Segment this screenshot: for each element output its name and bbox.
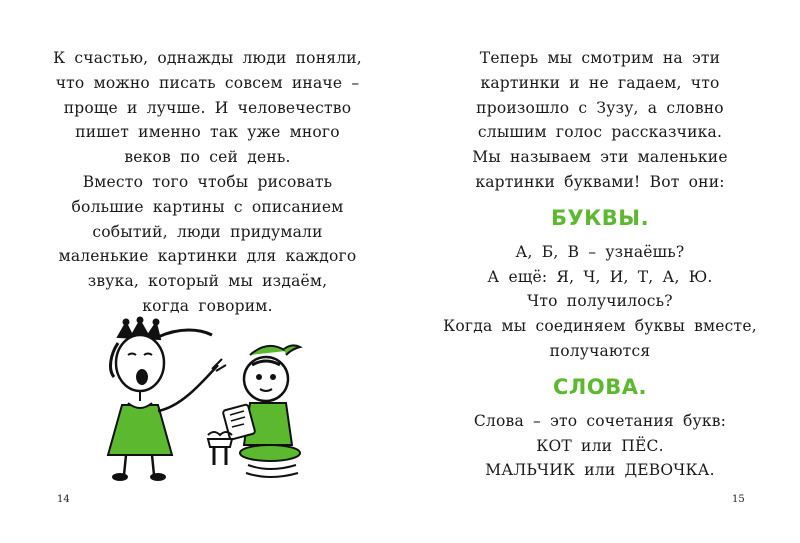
text-line: получаются: [549, 341, 651, 360]
heading-words: СЛОВА.: [553, 374, 647, 399]
right-page-text: [415, 46, 785, 483]
text-line: Вместо того чтобы рисовать: [82, 172, 333, 191]
text-line: проще и лучше. И человечество: [63, 98, 352, 117]
text-line: что можно писать совсем иначе –: [55, 73, 360, 92]
text-line: произошло с Зузу, а словно: [476, 98, 724, 117]
text-line: большие картины с описанием: [71, 197, 344, 216]
text-line: Что получилось?: [527, 292, 673, 311]
text-line: событий, люди придумали: [92, 222, 323, 241]
right-page: [400, 0, 800, 543]
page-number: 14: [57, 494, 70, 505]
text-line: звука, который мы издаём,: [87, 272, 328, 291]
boy-with-stone-tablet-illustration: [208, 345, 300, 477]
page-number: 15: [732, 494, 745, 505]
heading-letters: БУКВЫ.: [550, 205, 650, 230]
text-line: А, Б, В – узнаёшь?: [515, 242, 685, 261]
text-line: К счастью, однажды люди поняли,: [53, 49, 362, 67]
left-page-text: [30, 46, 385, 319]
text-line: КОТ или ПЁС.: [536, 436, 664, 455]
text-line: А ещё: Я, Ч, И, Т, А, Ю.: [487, 267, 713, 286]
text-line: веков по сей день.: [124, 148, 291, 167]
text-line: когда говорим.: [142, 296, 273, 315]
illustration: [100, 315, 310, 485]
text-line: картинки и не гадаем, что: [480, 73, 720, 92]
text-line: Когда мы соединяем буквы вместе,: [443, 317, 757, 336]
crowned-girl-illustration: [100, 315, 310, 485]
text-line: Мы называем эти маленькие: [472, 148, 728, 167]
text-line: Теперь мы смотрим на эти: [479, 49, 721, 67]
text-line: пишет именно так уже много: [75, 123, 340, 142]
text-line: маленькие картинки для каждого: [58, 247, 357, 266]
text-line: слышим голос рассказчика.: [477, 123, 723, 142]
text-line: картинки буквами! Вот они:: [475, 172, 725, 191]
text-line: Слова – это сочетания букв:: [473, 411, 727, 430]
text-line: МАЛЬЧИК или ДЕВОЧКА.: [485, 461, 715, 480]
